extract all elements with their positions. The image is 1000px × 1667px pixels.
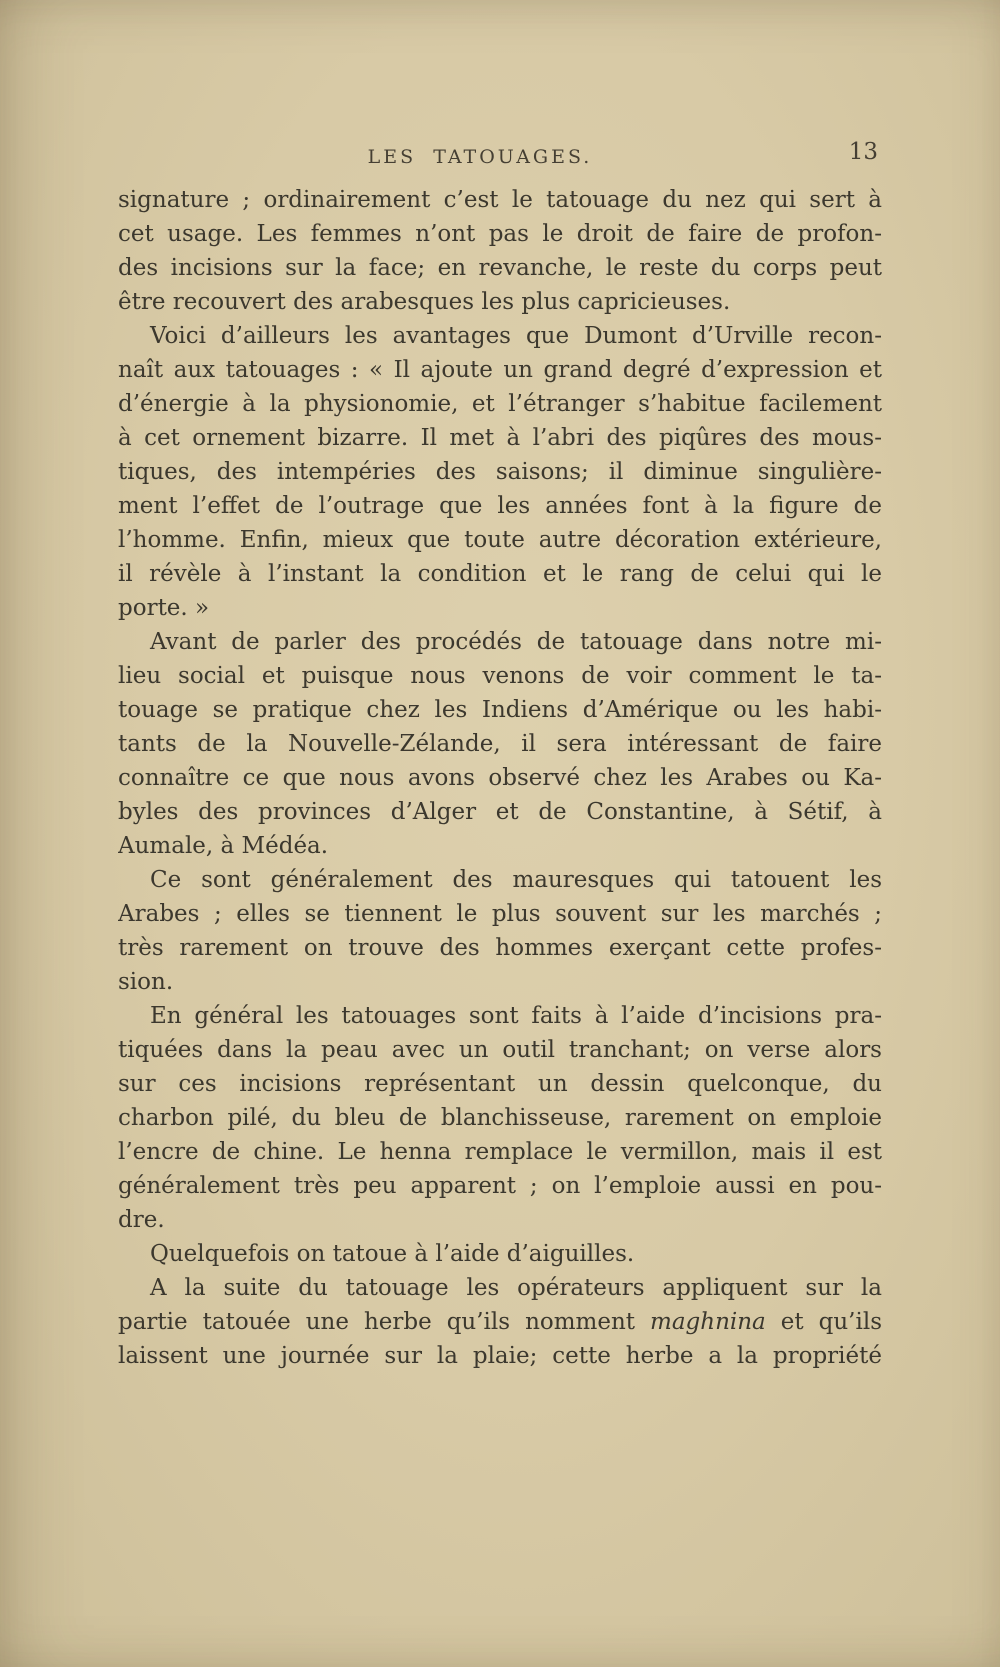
text-line xyxy=(118,455,882,489)
text-segment: ment l’effet de l’outrage que les années font à la figure de xyxy=(118,493,882,519)
text-line xyxy=(118,829,882,863)
text-segment: byles des provinces d’Alger et de Constantine, à Sétif, à xyxy=(118,799,882,825)
paragraph xyxy=(118,183,882,319)
page-header xyxy=(118,139,882,174)
text-segment: sur ces incisions représentant un dessin quelconque, du xyxy=(118,1071,882,1097)
italic-term: maghnina xyxy=(650,1309,766,1335)
text-segment: généralement très peu apparent ; on l’emploie aussi en pou- xyxy=(118,1173,882,1199)
text-line xyxy=(118,1339,882,1373)
text-segment: tiquées dans la peau avec un outil tranchant; on verse alors xyxy=(118,1037,882,1063)
text-line xyxy=(118,1237,882,1271)
page-text xyxy=(118,183,882,1373)
text-line xyxy=(118,1033,882,1067)
text-line xyxy=(118,353,882,387)
text-line xyxy=(118,795,882,829)
text-segment: dre. xyxy=(118,1207,165,1233)
text-segment: Ce sont généralement des mauresques qui tatouent les xyxy=(150,867,882,893)
text-line xyxy=(118,1135,882,1169)
text-segment: partie tatouée une herbe qu’ils nomment xyxy=(118,1309,651,1335)
text-line xyxy=(118,319,882,353)
text-line xyxy=(118,863,882,897)
text-segment: cet usage. Les femmes n’ont pas le droit de faire de profon- xyxy=(118,221,882,247)
text-line xyxy=(118,285,882,319)
text-line xyxy=(118,1067,882,1101)
text-segment: être recouvert des arabesques les plus capricieuses. xyxy=(118,289,731,315)
text-segment: charbon pilé, du bleu de blanchisseuse, rarement on emploie xyxy=(118,1105,882,1131)
text-segment: Quelquefois on tatoue à l’aide d’aiguilles. xyxy=(150,1241,635,1267)
text-segment: naît aux tatouages : « Il ajoute un grand degré d’expression et xyxy=(118,357,882,383)
text-line xyxy=(118,693,882,727)
text-line xyxy=(118,1101,882,1135)
paragraph xyxy=(118,319,882,625)
text-segment: En général les tatouages sont faits à l’aide d’incisions pra- xyxy=(150,1003,882,1029)
text-segment: l’homme. Enfin, mieux que toute autre décoration extérieure, xyxy=(118,527,882,553)
text-segment: Avant de parler des procédés de tatouage dans notre mi- xyxy=(150,629,882,655)
text-segment: Voici d’ailleurs les avantages que Dumont d’Urville recon- xyxy=(150,323,882,349)
text-line xyxy=(118,625,882,659)
paragraph xyxy=(118,999,882,1237)
text-line xyxy=(118,659,882,693)
text-line xyxy=(118,999,882,1033)
text-line xyxy=(118,1305,882,1339)
text-line xyxy=(118,931,882,965)
paragraph xyxy=(118,625,882,863)
text-line xyxy=(118,591,882,625)
text-line xyxy=(118,217,882,251)
text-segment: Arabes ; elles se tiennent le plus souvent sur les marchés ; xyxy=(118,901,882,927)
text-segment: l’encre de chine. Le henna remplace le vermillon, mais il est xyxy=(118,1139,882,1165)
running-title: LES TATOUAGES. xyxy=(367,146,593,168)
text-segment: laissent une journée sur la plaie; cette herbe a la propriété xyxy=(118,1343,882,1369)
page-number: 13 xyxy=(848,139,878,165)
text-line xyxy=(118,489,882,523)
text-line xyxy=(118,183,882,217)
text-segment: des incisions sur la face; en revanche, le reste du corps peut xyxy=(118,255,882,281)
paragraph xyxy=(118,1237,882,1271)
text-line xyxy=(118,1271,882,1305)
text-line xyxy=(118,251,882,285)
text-line xyxy=(118,761,882,795)
text-segment: lieu social et puisque nous venons de voir comment le ta- xyxy=(118,663,882,689)
paragraph xyxy=(118,863,882,999)
text-segment: tiques, des intempéries des saisons; il diminue singulière- xyxy=(118,459,882,485)
text-line xyxy=(118,387,882,421)
text-segment: il révèle à l’instant la condition et le rang de celui qui le xyxy=(118,561,882,587)
text-line xyxy=(118,897,882,931)
text-segment: et qu’ils xyxy=(765,1309,882,1335)
text-line xyxy=(118,421,882,455)
text-segment: très rarement on trouve des hommes exerçant cette profes- xyxy=(118,935,882,961)
text-segment: à cet ornement bizarre. Il met à l’abri des piqûres des mous- xyxy=(118,425,882,451)
text-line xyxy=(118,727,882,761)
text-segment: A la suite du tatouage les opérateurs appliquent sur la xyxy=(150,1275,882,1301)
text-line xyxy=(118,1169,882,1203)
text-segment: tants de la Nouvelle-Zélande, il sera intéressant de faire xyxy=(118,731,882,757)
text-line xyxy=(118,1203,882,1237)
text-segment: signature ; ordinairement c’est le tatouage du nez qui sert à xyxy=(118,187,882,213)
text-segment: porte. » xyxy=(118,595,210,621)
text-line xyxy=(118,557,882,591)
text-segment: d’énergie à la physionomie, et l’étranger s’habitue facilement xyxy=(118,391,882,417)
text-segment: touage se pratique chez les Indiens d’Amérique ou les habi- xyxy=(118,697,882,723)
paragraph xyxy=(118,1271,882,1373)
text-line xyxy=(118,523,882,557)
text-segment: sion. xyxy=(118,969,174,995)
text-segment: Aumale, à Médéa. xyxy=(118,833,329,859)
text-line xyxy=(118,965,882,999)
text-segment: connaître ce que nous avons observé chez les Arabes ou Ka- xyxy=(118,765,882,791)
